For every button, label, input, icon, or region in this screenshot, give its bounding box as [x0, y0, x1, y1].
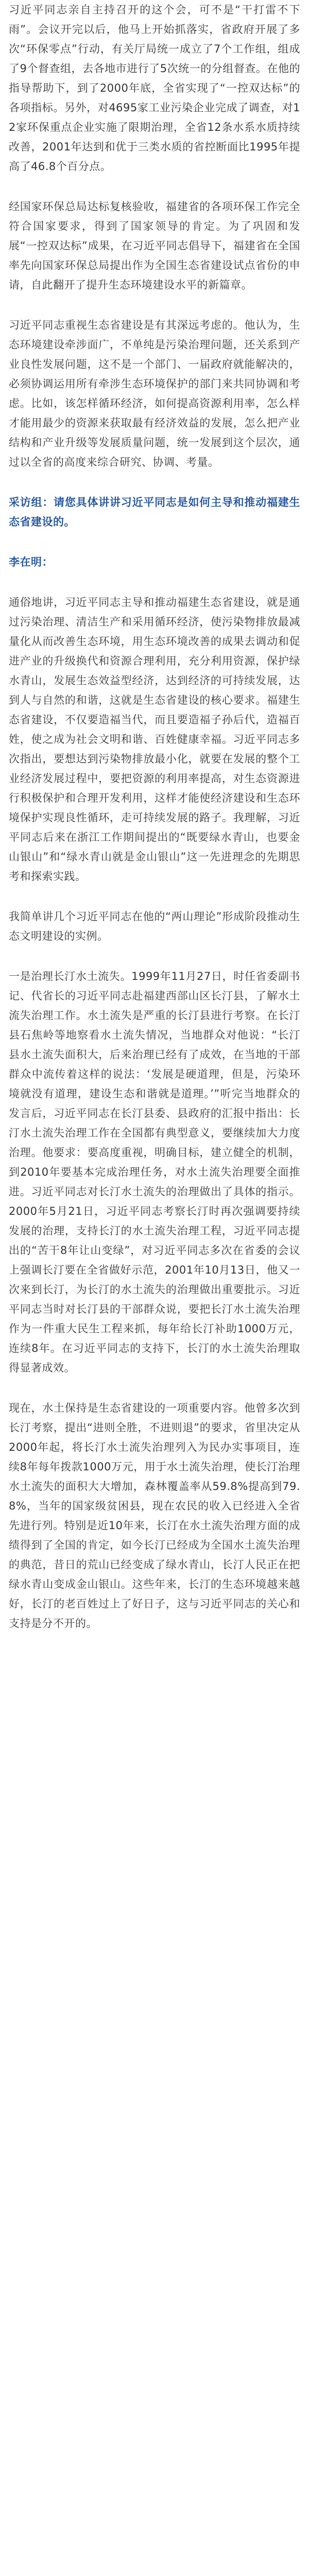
article-paragraph: 一是治理长汀水土流失。1999年11月27日，时任省委副书记、代省长的习近平同志赴福建西部山区长汀县，了解水土流失治理工作。水土流失是严重的长汀县进行考察。在长汀县石焦岭等地察看水土流失情况，当地群众对他说：“长汀县水土流失面积大，后来治理已经有了成效，在当地的干部群众中流传着这样的说法：‘发展是硬道理，但是，污染环境就没有道理，建设生态和谐就是道理。’”听完当地群众的发言后，习近平同志在长汀县委、县政府的汇报中指出：长汀水土流失治理工作在全国都有典型意义，要继续加大力度治理。他要求：要高度重视，明确目标，建立健全的机制，到2010年要基本完成治理任务，对水土流失治理要全面推进。习近平同志对长汀水土流失的治理做出了具体的指示。2000年5月21日，习近平同志考察长汀时再次强调要持续发展的治理，支持长汀的水土流失治理工程，习近平同志提出的“苦干8年让山变绿”，对习近平同志多次在省委的会议上强调长汀要在全省做好示范，2001年10月13日，他又一次来到长汀，为长汀的水土流失的治理做出重要批示。习近平同志当时对长汀县的干部群众说，要把长汀水土流失治理作为一件重大民生工程来抓，每年给长汀补助1000万元，连续8年。在习近平同志的支持下，长汀的水土流失治理取得显著成效。: [9, 970, 300, 1374]
article-paragraph: 现在，水土保持是生态省建设的一项重要内容。他曾多次到长汀考察，提出“进则全胜，不进则退”的要求，省里决定从2000年起，将长汀水土流失治理列入为民办实事项目，连续8年每年拨款1000万元，用于水土流失治理，使长汀治理水土流失的面积大大增加，森林覆盖率从59.8%提高到79.8%，当年的国家级贫困县，现在农民的收入已经进入全省先进行列。特别是近10年来，长汀在水土流失治理方面的成绩得到了全国的肯定，如今长汀已经成为全国水土流失治理的典范，昔日的荒山已经变成了绿水青山，长汀人民正在把绿水青山变成金山银山。这些年来，长汀的生态环境越来越好，长汀的老百姓过上了好日子，这与习近平同志的关心和支持是分不开的。: [9, 1402, 300, 1630]
interviewee-name: 李在明：: [9, 556, 53, 568]
interview-question: 采访组：请您具体讲讲习近平同志是如何主导和推动福建生态省建设的。: [9, 496, 300, 528]
article-paragraph: 经国家环保总局达标复核验收，福建省的各项环保工作完全符合国家要求，得到了国家领导的肯定。为了巩固和发展“一控双达标”成果，在习近平同志倡导下，福建省在全国率先向国家环保总局提出作为全国生态省建设试点省份的申请，自此翻开了提升生态环境建设水平的新篇章。: [9, 200, 300, 291]
article-paragraph: 我简单讲几个习近平同志在他的“两山理论”形成阶段推动生态文明建设的实例。: [9, 910, 300, 942]
article-paragraph: 习近平同志亲自主持召开的这个会，可不是“干打雷不下雨”。会议开完以后，他马上开始抓落实，省政府开展了多次“环保零点”行动，有关厅局统一成立了7个工作组，组成了9个督查组，去各地市进行了5次统一的分组督查。在他的指导帮助下，到了2000年底，全省实现了“一控双达标”的各项指标。另外，对4695家工业污染企业完成了调查，对12家环保重点企业实施了限期治理，全省12条水系水质持续改善，2001年达到和优于三类水质的省控断面比1995年提高了46.8个百分点。: [9, 4, 300, 173]
article-paragraph: 通俗地讲，习近平同志主导和推动福建生态省建设，就是通过污染治理、清洁生产和采用循环经济，使污染物排放最减量化从而改善生态环境，用生态环境改善的成果去调动和促进产业的升级换代和资源合理利用，充分利用资源，保护绿水青山，发展生态效益型经济，达到经济的可持续发展，达到人与自然的和谐，这就是生态省建设的核心要求。福建生态省建设，不仅要造福当代，而且要造福子孙后代，造福百姓，使之成为社会文明和谐、百姓健康幸福。习近平同志多次指出，要想达到污染物排放最小化，就要在发展的整个工业经济发展过程中，要把资源的利用率提高，对生态资源进行积极保护和合理开发利用，这样才能使经济建设和生态环境保护实现良性循环，走可持续发展的路子。我理解，习近平同志后来在浙江工作期间提出的“既要绿水青山，也要金山银山”和“绿水青山就是金山银山”这一先进理念的先期思考和探索实践。: [9, 596, 300, 883]
article-paragraph: 习近平同志重视生态省建设是有其深远考虑的。他认为，生态环境建设牵涉面广，不单纯是污染治理问题，还关系到产业良性发展问题，这不是一个部门、一届政府就能解决的，必须协调运用所有牵涉生态环境保护的部门来共同协调和考虑。比如，该怎样循环经济，如何提高资源利用率，怎么样才能用最少的资源来获取最有经济效益的发展，怎么把产业结构和产业升级等发展质量问题，统一发展到这个层次，通过以全省的高度来综合研究、协调、考量。: [9, 319, 300, 468]
